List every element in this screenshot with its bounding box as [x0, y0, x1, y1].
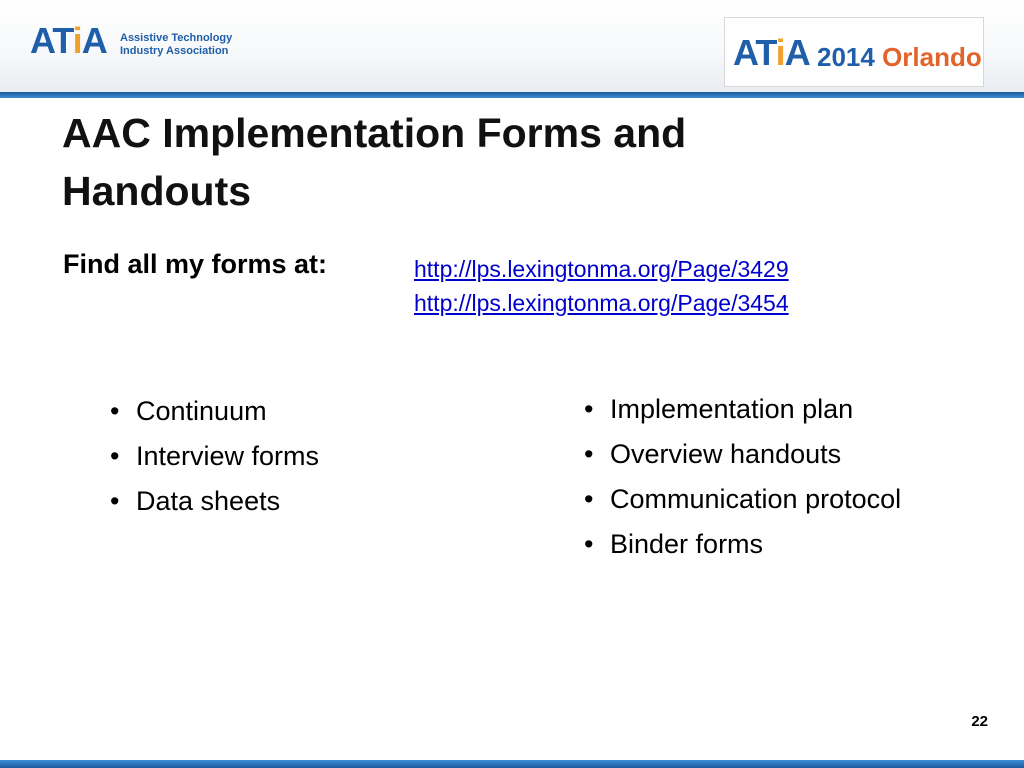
forms-link-3429[interactable]: http://lps.lexingtonma.org/Page/3429: [414, 256, 789, 282]
list-item: • Data sheets: [110, 484, 450, 518]
forms-links: [414, 252, 894, 320]
list-item: • Interview forms: [110, 439, 450, 473]
atia-event-logo-mark: ATiA: [733, 32, 810, 73]
event-label: 2014 Orlando: [817, 42, 982, 72]
list-item: • Continuum: [110, 394, 450, 428]
bullet-list-right: [584, 392, 914, 572]
atia-logo-mark: ATiA: [30, 20, 107, 61]
page-number: 22: [971, 713, 988, 730]
find-forms-label: Find all my forms at:: [63, 249, 328, 279]
list-item: • Binder forms: [584, 527, 914, 561]
atia-2014-orlando-logo: [724, 17, 984, 87]
header-divider: [0, 92, 1024, 98]
footer-divider: [0, 760, 1024, 768]
list-item: • Communication protocol: [584, 482, 914, 516]
forms-link-3454[interactable]: http://lps.lexingtonma.org/Page/3454: [414, 290, 789, 316]
atia-logo-tagline: Assistive Technology Industry Association: [120, 32, 233, 57]
slide-title: AAC Implementation Forms and Handouts: [62, 110, 687, 214]
list-item: • Overview handouts: [584, 437, 914, 471]
atia-logo: [30, 18, 270, 76]
list-item: • Implementation plan: [584, 392, 914, 426]
bullet-list-left: [110, 394, 450, 529]
